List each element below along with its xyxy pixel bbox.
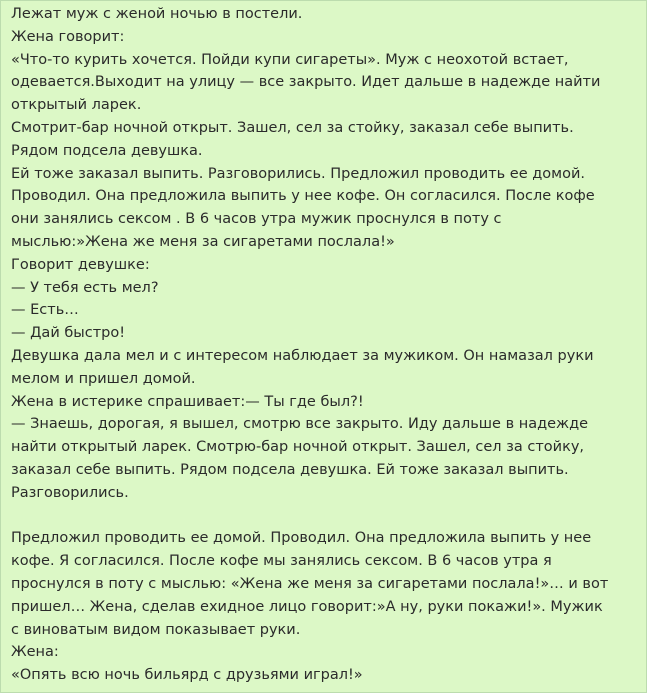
message-line: Лежат муж с женой ночью в постели. [11,6,303,22]
message-line: проснулся в поту с мыслью: «Жена же меня за сигаретами послала!»… и вот [11,575,609,592]
message-line: с виноватым видом показывает руки. [11,621,301,638]
message-line: они занялись сексом . В 6 часов утра мужик проснулся в поту с [11,211,502,228]
message-line: открытый ларек. [11,97,142,114]
message-line: Жена: [11,644,59,661]
paragraph-break [11,505,642,528]
message-line: пришел… Жена, сделав ехидное лицо говорит:»А ну, руки покажи!». Мужик [11,598,603,615]
message-line: мелом и пришел домой. [11,370,196,387]
message-line: «Что-то курить хочется. Пойди купи сигареты». Муж с неохотой встает, [11,51,569,68]
message-line: — Дай быстро! [11,325,126,342]
message-line: Ей тоже заказал выпить. Разговорились. Предложил проводить ее домой. [11,165,585,182]
message-line: — У тебя есть мел? [11,279,159,296]
message-line: Смотрит-бар ночной открыт. Зашел, сел за стойку, заказал себе выпить. [11,119,574,136]
message-line: Жена в истерике спрашивает:— Ты где был?! [11,393,364,410]
message-line: — Есть… [11,302,79,319]
message-line: Рядом подсела девушка. [11,142,203,159]
message-line: — Знаешь, дорогая, я вышел, смотрю все закрыто. Иду дальше в надежде [11,416,589,433]
message-line: заказал себе выпить. Рядом подсела девушка. Ей тоже заказал выпить. [11,461,569,478]
message-line: «Опять всю ночь бильярд с друзьями играл!» [11,667,363,684]
message-line: Девушка дала мел и с интересом наблюдает за мужиком. Он намазал руки [11,347,594,364]
message-line: одевается.Выходит на улицу — все закрыто. Идет дальше в надежде найти [11,74,601,91]
message-line: Предложил проводить ее домой. Проводил. Она предложила выпить у нее [11,530,592,547]
message-line: Говорит девушке: [11,256,150,273]
message-line: Проводил. Она предложила выпить у нее кофе. Он согласился. После кофе [11,188,595,205]
message-line: найти открытый ларек. Смотрю-бар ночной открыт. Зашел, сел за стойку, [11,439,585,456]
message-line: Разговорились. [11,484,129,501]
message-line: кофе. Я согласился. После кофе мы занялись сексом. В 6 часов утра я [11,553,552,570]
message-line: Жена говорит: [11,28,125,45]
message-line: мыслью:»Жена же меня за сигаретами послала!» [11,233,395,250]
